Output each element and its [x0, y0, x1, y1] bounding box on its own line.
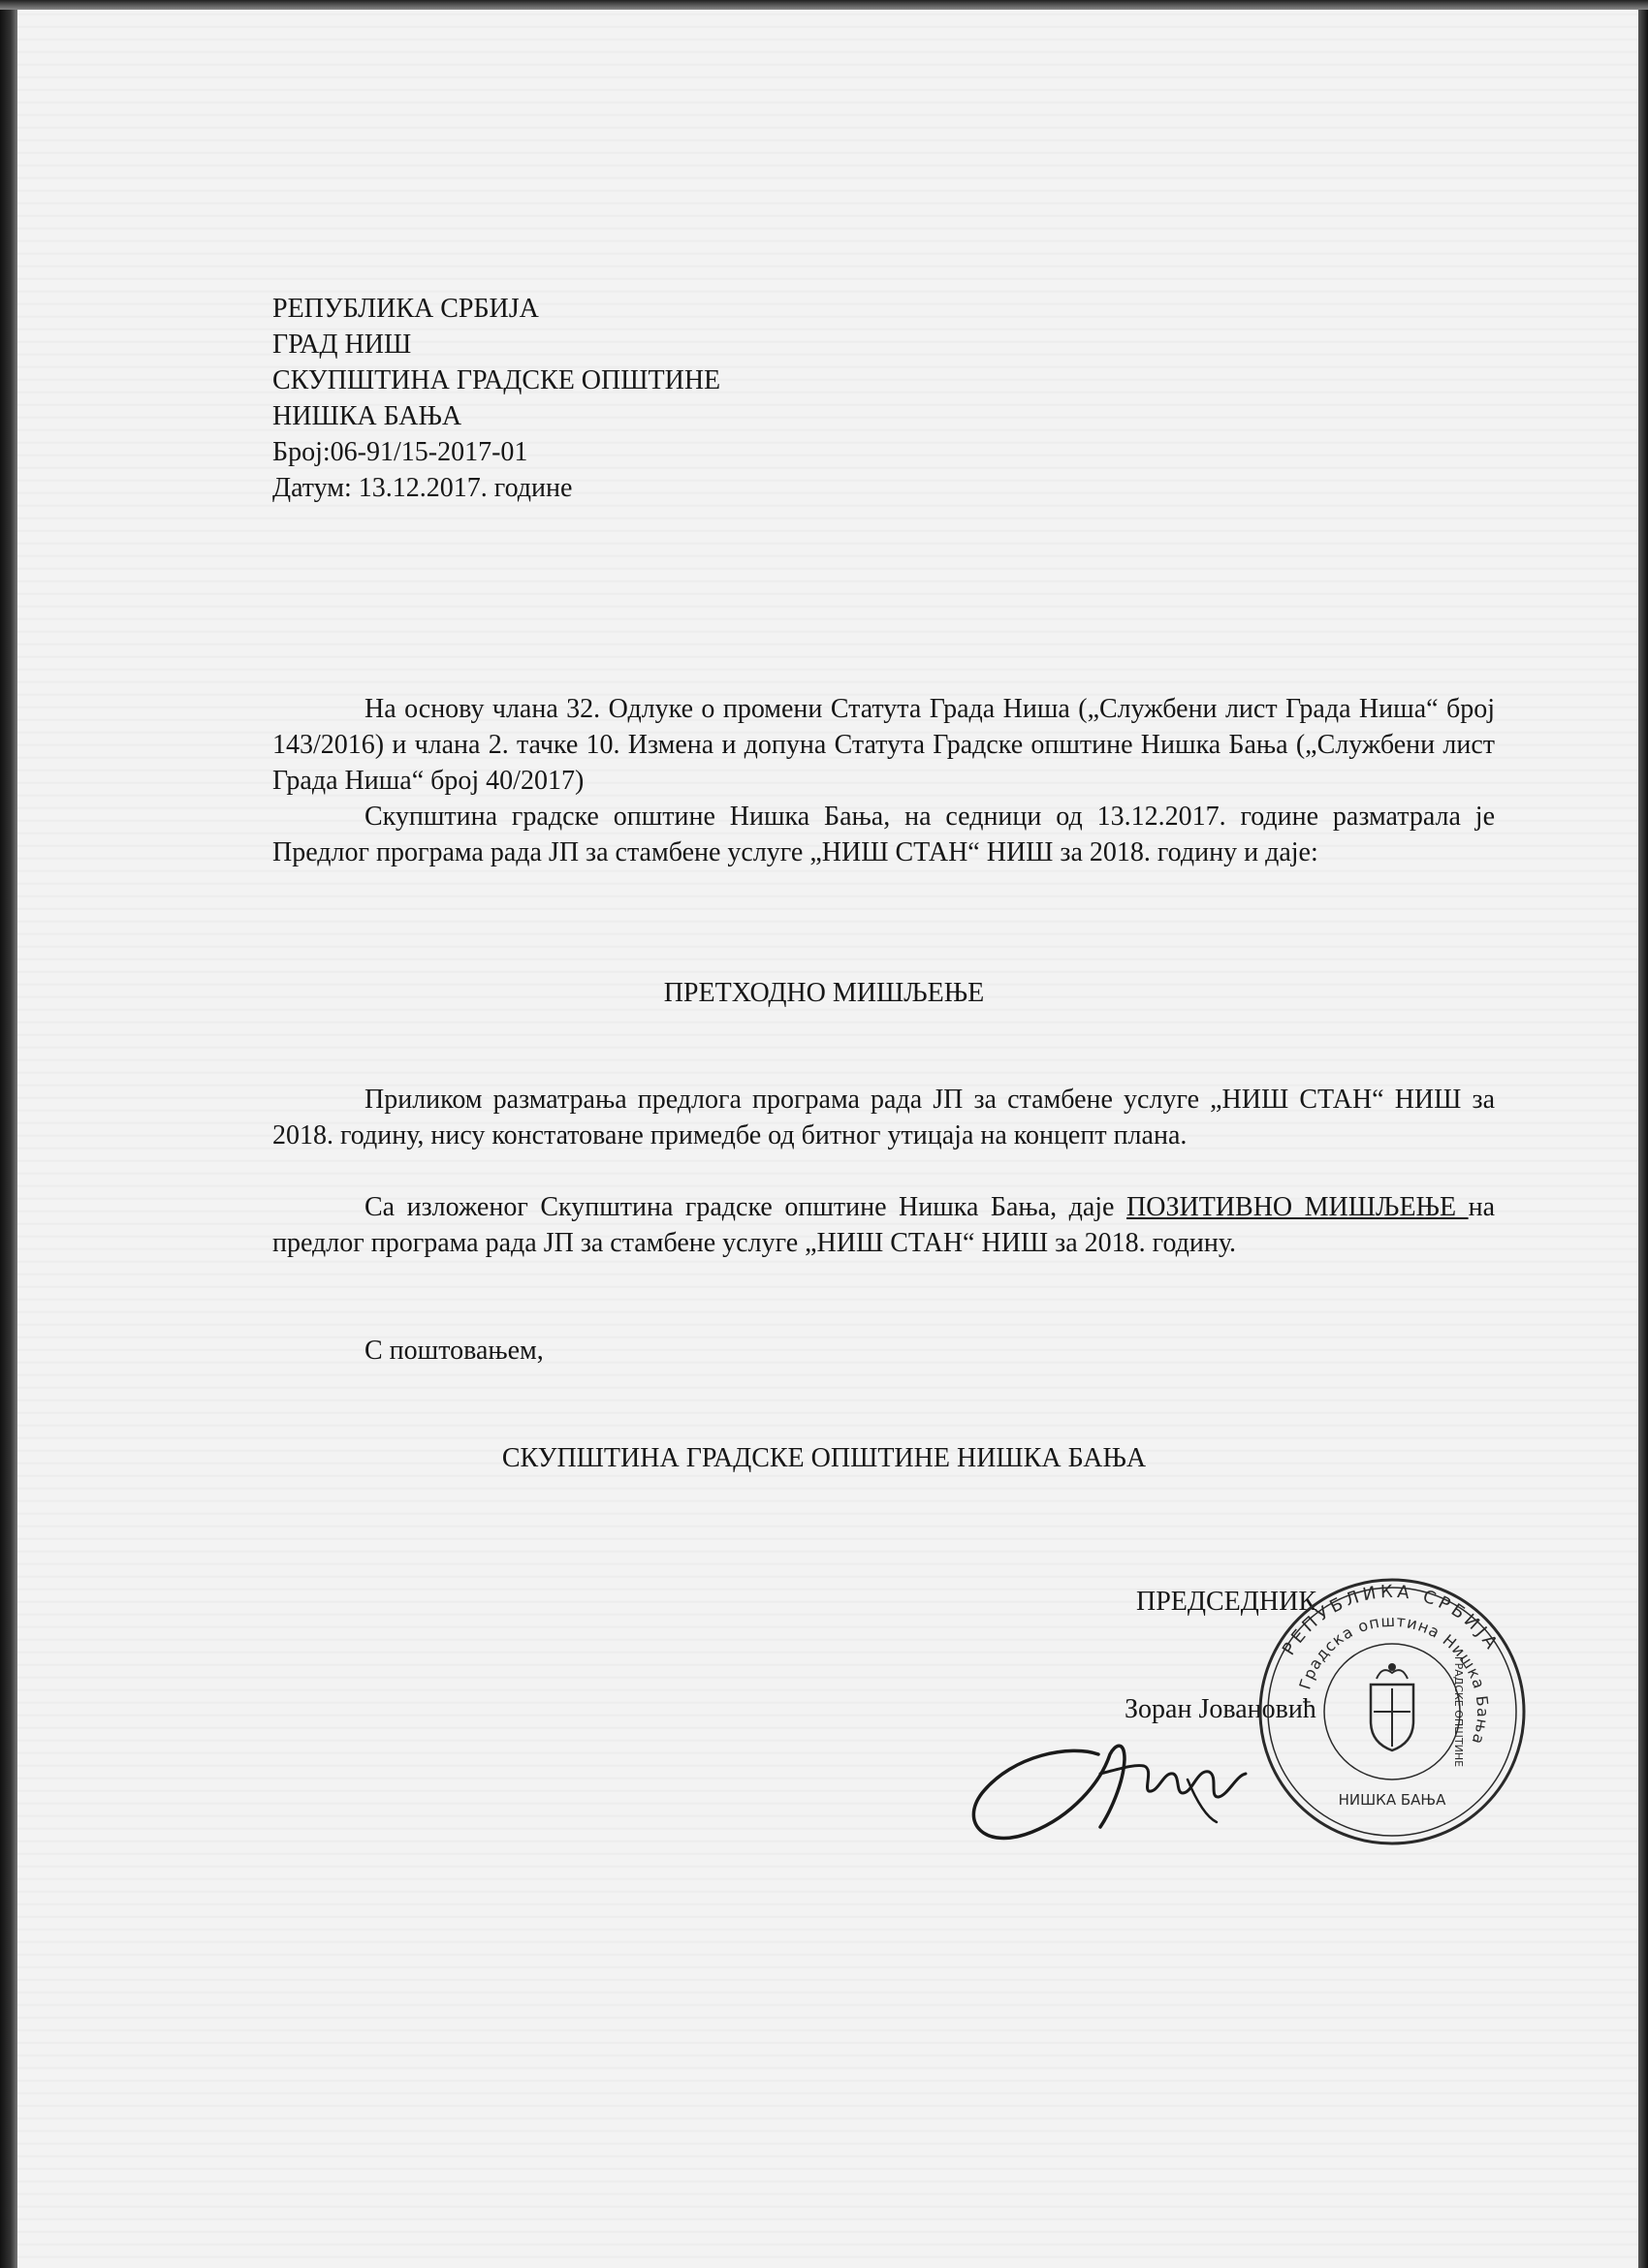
opinion-text-start: Са изложеног Скупштина градске општине Нишка Бања, даје	[364, 1192, 1127, 1222]
scan-edge-right	[1638, 0, 1648, 2268]
letterhead-municipality: НИШКА БАЊА	[272, 401, 462, 431]
coat-of-arms-icon	[1371, 1663, 1413, 1750]
positive-opinion-underlined: ПОЗИТИВНО МИШЉЕЊЕ	[1126, 1192, 1469, 1222]
seal-ring-text: ГРАДСКЕ ОПШТИНЕ	[1452, 1655, 1465, 1768]
document-date: Датум: 13.12.2017. године	[272, 473, 573, 503]
letterhead	[272, 291, 720, 506]
closing-greeting: С поштовањем,	[364, 1336, 544, 1366]
seal-outer-text: РЕПУБЛИКА СРБИЈА	[1278, 1581, 1504, 1659]
document-title: ПРЕТХОДНО МИШЉЕЊЕ	[663, 978, 985, 1008]
legal-basis-paragraph: На основу члана 32. Одлуке о промени Статута Града Ниша („Службени лист Града Ниша“ број 143/2016) и члана 2. тачке 10. Измена и допуна Статута Градске општине Нишка Бања („Службени лист Града Ниша“ број 40/2017)	[272, 694, 1495, 796]
handwritten-signature	[955, 1716, 1284, 1861]
seal-bottom-text: НИШКА БАЊА	[1338, 1791, 1446, 1809]
letterhead-city: ГРАД НИШ	[272, 330, 412, 360]
official-seal	[1256, 1576, 1528, 1847]
review-paragraph: Приликом разматрања предлога програма рада ЈП за стамбене услуге „НИШ СТАН“ НИШ за 2018. годину, нису констатоване примедбе од битног утицаја на концепт плана.	[272, 1085, 1495, 1150]
document-number: Број:06-91/15-2017-01	[272, 437, 528, 467]
session-paragraph: Скупштина градске општине Нишка Бања, на седници од 13.12.2017. године разматрала је Предлог програма рада ЈП за стамбене услуге „НИШ СТАН“ НИШ за 2018. годину и даје:	[272, 802, 1495, 867]
letterhead-country: РЕПУБЛИКА СРБИЈА	[272, 294, 539, 324]
letterhead-assembly: СКУПШТИНА ГРАДСКЕ ОПШТИНЕ	[272, 365, 721, 395]
opinion-paragraph	[272, 1189, 1495, 1261]
signatory-role: ПРЕДСЕДНИК	[1136, 1587, 1316, 1617]
scan-edge-left	[0, 0, 17, 2268]
seal-inner-text: Градска општина Нишка Бања	[1295, 1611, 1493, 1748]
signatory-name: Зоран Јовановић	[1125, 1694, 1316, 1724]
scan-edge-top	[0, 0, 1648, 10]
signatory-institution: СКУПШТИНА ГРАДСКЕ ОПШТИНЕ НИШКА БАЊА	[501, 1443, 1147, 1473]
opinion-text-end: на предлог програма рада ЈП за стамбене услуге „НИШ СТАН“ НИШ за 2018. годину.	[272, 1192, 1496, 1258]
